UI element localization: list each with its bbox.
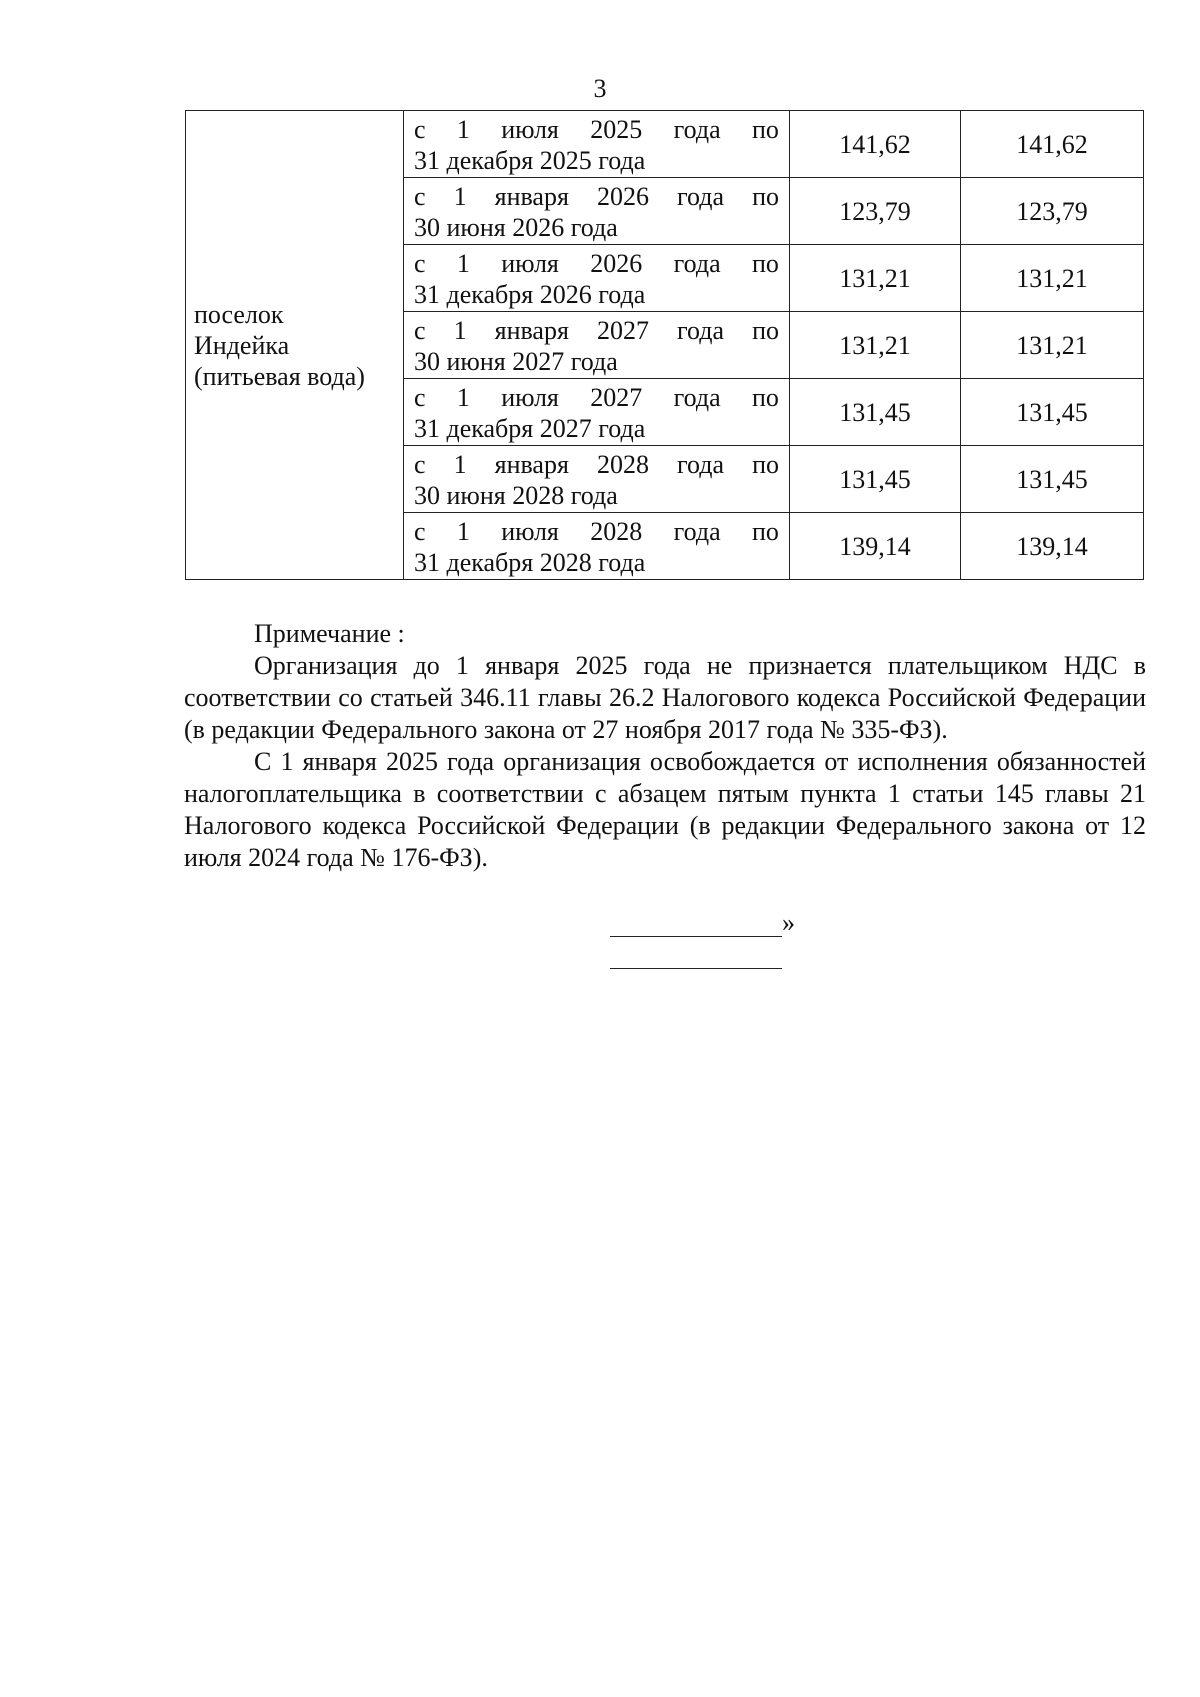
period-word: с — [414, 517, 426, 546]
period-start — [414, 449, 779, 480]
period-end: 30 июня 2026 года — [414, 213, 618, 242]
tariff-value-cell: 139,14 — [790, 513, 961, 580]
period-word: 1 — [456, 249, 470, 278]
period-cell — [404, 111, 790, 178]
period-word: с — [414, 383, 426, 412]
period-word: с — [414, 316, 426, 345]
note-paragraph-vat: Организация до 1 января 2025 года не признается плательщиком НДС в соответствии со статьей 346.11 главы 26.2 Налогового кодекса Российской Федерации (в редакции Федерального закона от 27 ноября 2017 года № 335-ФЗ). — [184, 651, 1146, 744]
period-cell — [404, 379, 790, 446]
period-word: июля — [501, 249, 559, 278]
period-end: 31 декабря 2025 года — [414, 146, 646, 175]
period-start — [414, 516, 779, 547]
period-end: 30 июня 2028 года — [414, 481, 618, 510]
period-word: 2027 — [596, 316, 649, 345]
period-word: с — [414, 450, 426, 479]
period-word: года — [676, 182, 725, 211]
period-word: 1 — [453, 182, 467, 211]
period-word: по — [752, 249, 779, 278]
tariff-value-population-cell: 131,21 — [961, 312, 1144, 379]
tariff-value-cell: 123,79 — [790, 178, 961, 245]
period-word: июля — [501, 383, 559, 412]
period-word: года — [673, 517, 721, 546]
period-start — [414, 181, 779, 212]
period-word: 1 — [453, 316, 467, 345]
period-cell — [404, 446, 790, 513]
tariff-value-cell: 131,21 — [790, 245, 961, 312]
period-cell — [404, 513, 790, 580]
period-word: по — [752, 115, 779, 144]
period-word: года — [673, 115, 721, 144]
period-word: июля — [501, 115, 559, 144]
tariff-table-body — [186, 111, 1144, 580]
period-word: года — [673, 383, 721, 412]
period-cell — [404, 178, 790, 245]
period-word: по — [752, 383, 779, 412]
period-end: 31 декабря 2026 года — [414, 280, 646, 309]
period-word: с — [414, 249, 426, 278]
period-word: 2028 — [590, 517, 643, 546]
period-word: с — [414, 115, 426, 144]
settlement-name-cell — [186, 111, 404, 580]
signature-line-top — [610, 936, 782, 937]
tariff-value-cell: 131,45 — [790, 446, 961, 513]
note-title: Примечание : — [254, 619, 405, 648]
tariff-row — [186, 111, 1144, 178]
period-end: 31 декабря 2028 года — [414, 548, 646, 577]
period-word: с — [414, 182, 426, 211]
tariff-value-population-cell: 141,62 — [961, 111, 1144, 178]
period-word: года — [676, 316, 725, 345]
period-start — [414, 315, 779, 346]
period-start — [414, 382, 779, 413]
note-paragraph-exemption: С 1 января 2025 года организация освобождается от исполнения обязанностей налогоплательщика в соответствии с абзацем пятым пункта 1 статьи 145 главы 21 Налогового кодекса Российской Федерации (в редакции Федерального закона от 12 июля 2024 года № 176-ФЗ). — [184, 747, 1146, 872]
period-word: 2027 — [590, 383, 643, 412]
period-word: января — [494, 182, 569, 211]
tariff-value-cell: 141,62 — [790, 111, 961, 178]
period-word: 2026 — [596, 182, 649, 211]
period-start — [414, 248, 779, 279]
period-end: 30 июня 2027 года — [414, 347, 618, 376]
period-cell — [404, 312, 790, 379]
period-word: 2025 — [590, 115, 643, 144]
closing-quote: » — [782, 908, 795, 937]
tariff-value-population-cell: 131,45 — [961, 379, 1144, 446]
period-word: года — [676, 450, 725, 479]
period-word: 1 — [456, 383, 470, 412]
tariff-value-population-cell: 123,79 — [961, 178, 1144, 245]
signature-line-bottom — [610, 968, 782, 969]
period-word: 2028 — [596, 450, 649, 479]
period-word: января — [494, 450, 569, 479]
page-number: 3 — [593, 74, 607, 103]
settlement-name-line: Индейка — [194, 330, 290, 360]
period-word: 1 — [456, 517, 470, 546]
settlement-name-line: (питьевая вода) — [194, 361, 365, 391]
period-word: июля — [501, 517, 559, 546]
period-word: 2026 — [590, 249, 643, 278]
period-end: 31 декабря 2027 года — [414, 414, 646, 443]
period-word: января — [494, 316, 569, 345]
tariff-value-population-cell: 131,45 — [961, 446, 1144, 513]
period-word: по — [752, 182, 779, 211]
tariff-table — [185, 110, 1144, 580]
period-word: по — [752, 450, 779, 479]
period-word: 1 — [453, 450, 467, 479]
period-word: 1 — [456, 115, 470, 144]
tariff-value-cell: 131,21 — [790, 312, 961, 379]
settlement-name-line: поселок — [194, 299, 284, 329]
tariff-value-population-cell: 131,21 — [961, 245, 1144, 312]
period-word: по — [752, 517, 779, 546]
period-cell — [404, 245, 790, 312]
period-word: по — [752, 316, 779, 345]
tariff-value-cell: 131,45 — [790, 379, 961, 446]
tariff-value-population-cell: 139,14 — [961, 513, 1144, 580]
period-start — [414, 114, 779, 145]
period-word: года — [673, 249, 721, 278]
note-section — [184, 618, 1146, 874]
